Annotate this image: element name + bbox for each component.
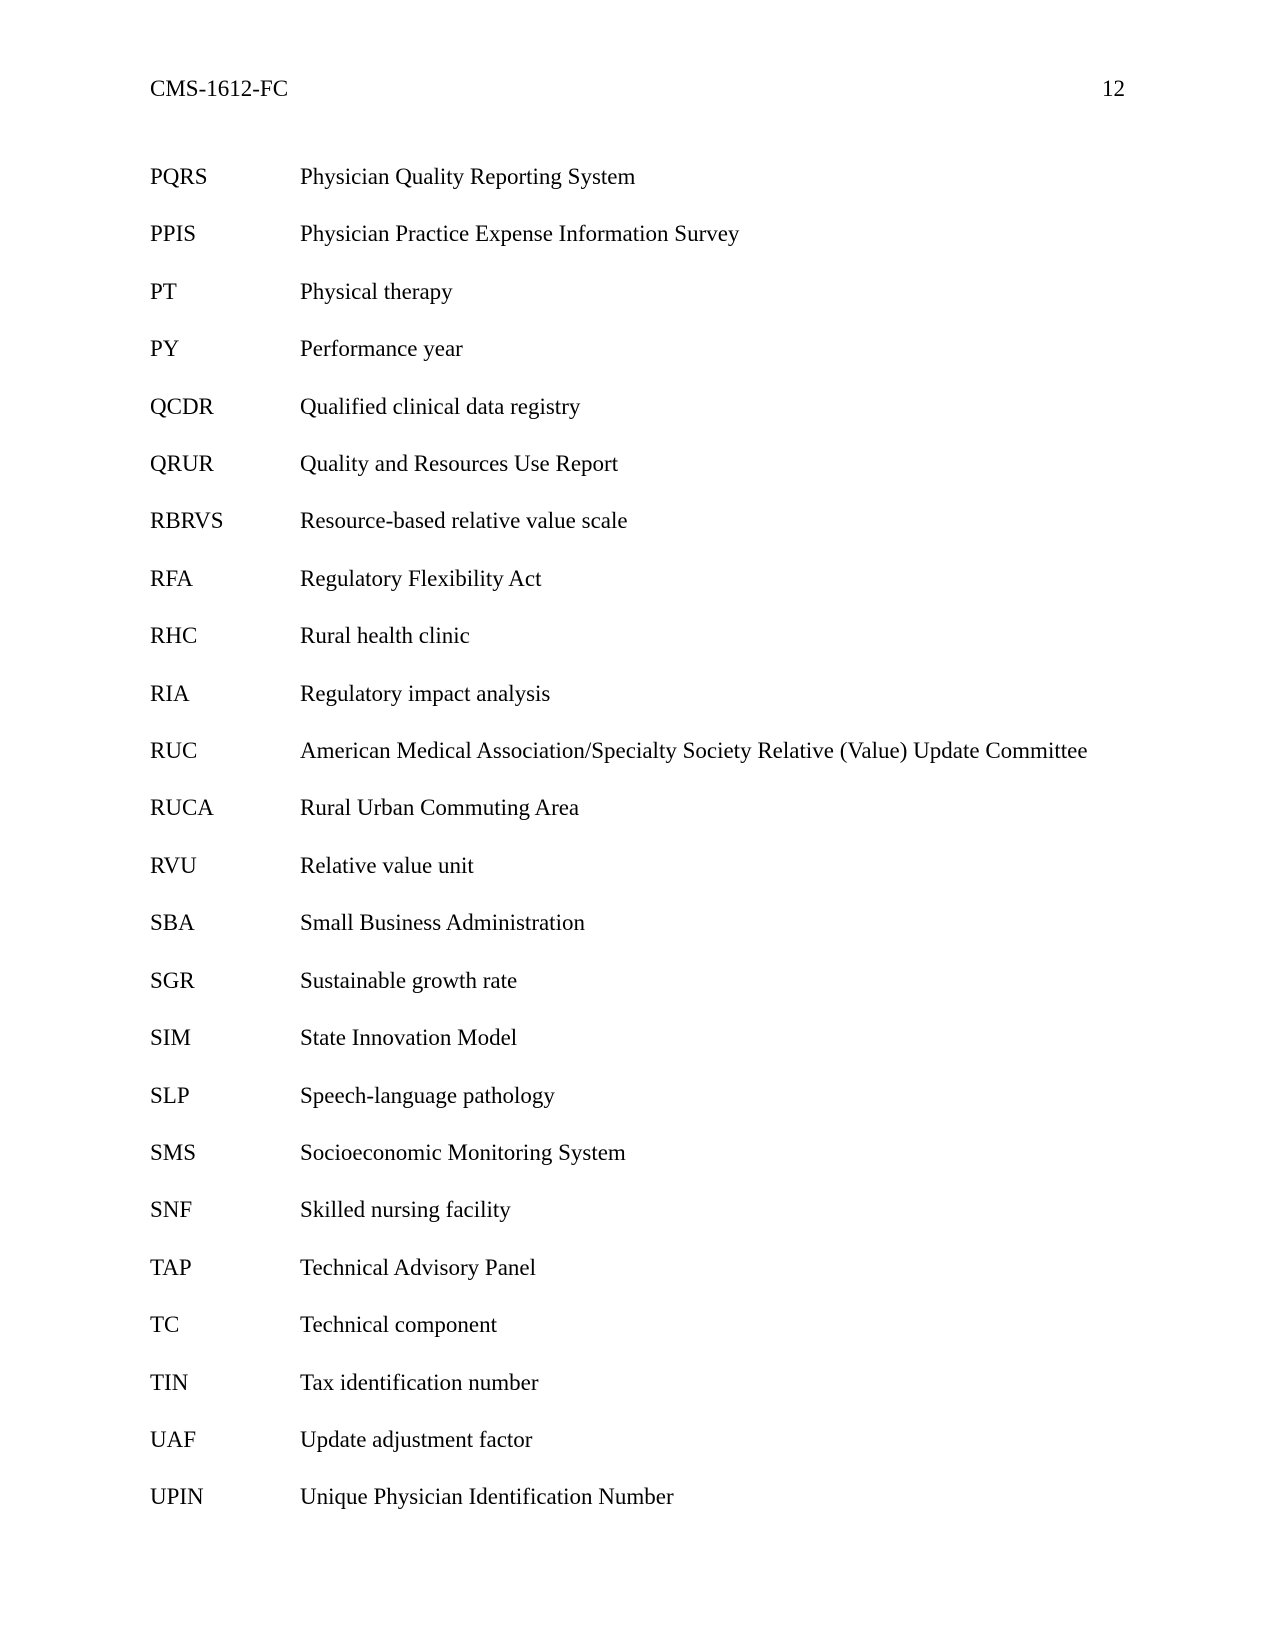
abbreviation-term: PQRS <box>150 164 208 189</box>
abbreviation-row <box>150 607 1130 664</box>
abbreviation-definition: State Innovation Model <box>300 1025 518 1051</box>
abbreviation-term: QCDR <box>150 393 214 419</box>
abbreviation-row <box>150 1124 1130 1181</box>
abbreviation-term: TIN <box>150 1369 189 1395</box>
abbreviation-row <box>150 205 1130 262</box>
abbreviation-row <box>150 148 1130 205</box>
abbreviation-definition: Regulatory Flexibility Act <box>300 565 542 591</box>
abbreviation-term: UPIN <box>150 1484 204 1510</box>
abbreviation-definition: Quality and Resources Use Report <box>300 451 619 477</box>
abbreviation-definition: Socioeconomic Monitoring System <box>300 1139 626 1165</box>
abbreviation-definition: Unique Physician Identification Number <box>300 1484 674 1510</box>
abbreviation-term: RVU <box>150 852 197 878</box>
abbreviation-definition: Physical therapy <box>300 278 453 304</box>
abbreviation-term: RUCA <box>150 795 214 821</box>
abbreviation-definition: Physician Practice Expense Information Survey <box>300 221 740 247</box>
abbreviation-row <box>150 1067 1130 1124</box>
abbreviation-definition: Regulatory impact analysis <box>300 680 551 706</box>
abbreviation-row <box>150 665 1130 722</box>
abbreviation-term: RBRVS <box>150 508 224 534</box>
abbreviation-definition: American Medical Association/Specialty Society Relative (Value) Update Committee <box>300 738 1088 764</box>
abbreviation-term: QRUR <box>150 451 214 477</box>
abbreviation-row <box>150 894 1130 951</box>
abbreviation-definition: Performance year <box>300 336 463 362</box>
abbreviation-term: PT <box>150 278 177 304</box>
abbreviation-row <box>150 320 1130 377</box>
abbreviation-definition: Relative value unit <box>300 852 474 878</box>
abbreviation-row <box>150 378 1130 435</box>
abbreviation-definition: Resource-based relative value scale <box>300 508 628 534</box>
abbreviation-row <box>150 779 1130 836</box>
abbreviation-definition: Rural Urban Commuting Area <box>300 795 580 821</box>
abbreviation-term: SIM <box>150 1025 191 1051</box>
abbreviation-term: PPIS <box>150 221 197 247</box>
abbreviation-row <box>150 1181 1130 1238</box>
abbreviation-row <box>150 492 1130 549</box>
abbreviation-row <box>150 1296 1130 1353</box>
abbreviation-term: RIA <box>150 680 190 706</box>
abbreviation-row <box>150 722 1130 779</box>
abbreviation-definition: Update adjustment factor <box>300 1426 533 1452</box>
abbreviation-term: PY <box>150 336 180 362</box>
abbreviation-term: SBA <box>150 910 195 936</box>
abbreviation-row <box>150 435 1130 492</box>
abbreviation-definition: Technical component <box>300 1312 498 1338</box>
abbreviation-term: SMS <box>150 1139 197 1165</box>
abbreviation-term: RHC <box>150 623 198 649</box>
abbreviation-term: SLP <box>150 1082 190 1108</box>
abbreviation-definition: Qualified clinical data registry <box>300 393 581 419</box>
document-id: CMS-1612-FC <box>150 76 289 101</box>
abbreviation-row <box>150 1468 1130 1525</box>
abbreviation-term: SGR <box>150 967 195 993</box>
abbreviation-row <box>150 263 1130 320</box>
abbreviation-definition: Speech-language pathology <box>300 1082 555 1108</box>
abbreviation-term: RFA <box>150 565 194 591</box>
abbreviation-definition: Rural health clinic <box>300 623 470 649</box>
abbreviation-row <box>150 952 1130 1009</box>
abbreviation-row <box>150 837 1130 894</box>
abbreviation-row <box>150 1009 1130 1066</box>
abbreviation-row <box>150 1354 1130 1411</box>
abbreviation-row <box>150 550 1130 607</box>
abbreviation-term: SNF <box>150 1197 193 1223</box>
abbreviation-definition: Skilled nursing facility <box>300 1197 511 1223</box>
abbreviation-definition: Sustainable growth rate <box>300 967 518 993</box>
abbreviation-row <box>150 1411 1130 1468</box>
abbreviation-term: UAF <box>150 1426 197 1452</box>
abbreviation-term: TC <box>150 1312 180 1338</box>
abbreviation-definition: Small Business Administration <box>300 910 585 936</box>
abbreviation-definition: Tax identification number <box>300 1369 539 1395</box>
page-number: 12 <box>1102 76 1125 101</box>
abbreviation-list <box>150 148 1130 1526</box>
abbreviation-definition: Physician Quality Reporting System <box>300 164 636 189</box>
abbreviation-row <box>150 1239 1130 1296</box>
abbreviation-term: TAP <box>150 1254 192 1280</box>
abbreviation-definition: Technical Advisory Panel <box>300 1254 536 1280</box>
abbreviation-term: RUC <box>150 738 198 764</box>
